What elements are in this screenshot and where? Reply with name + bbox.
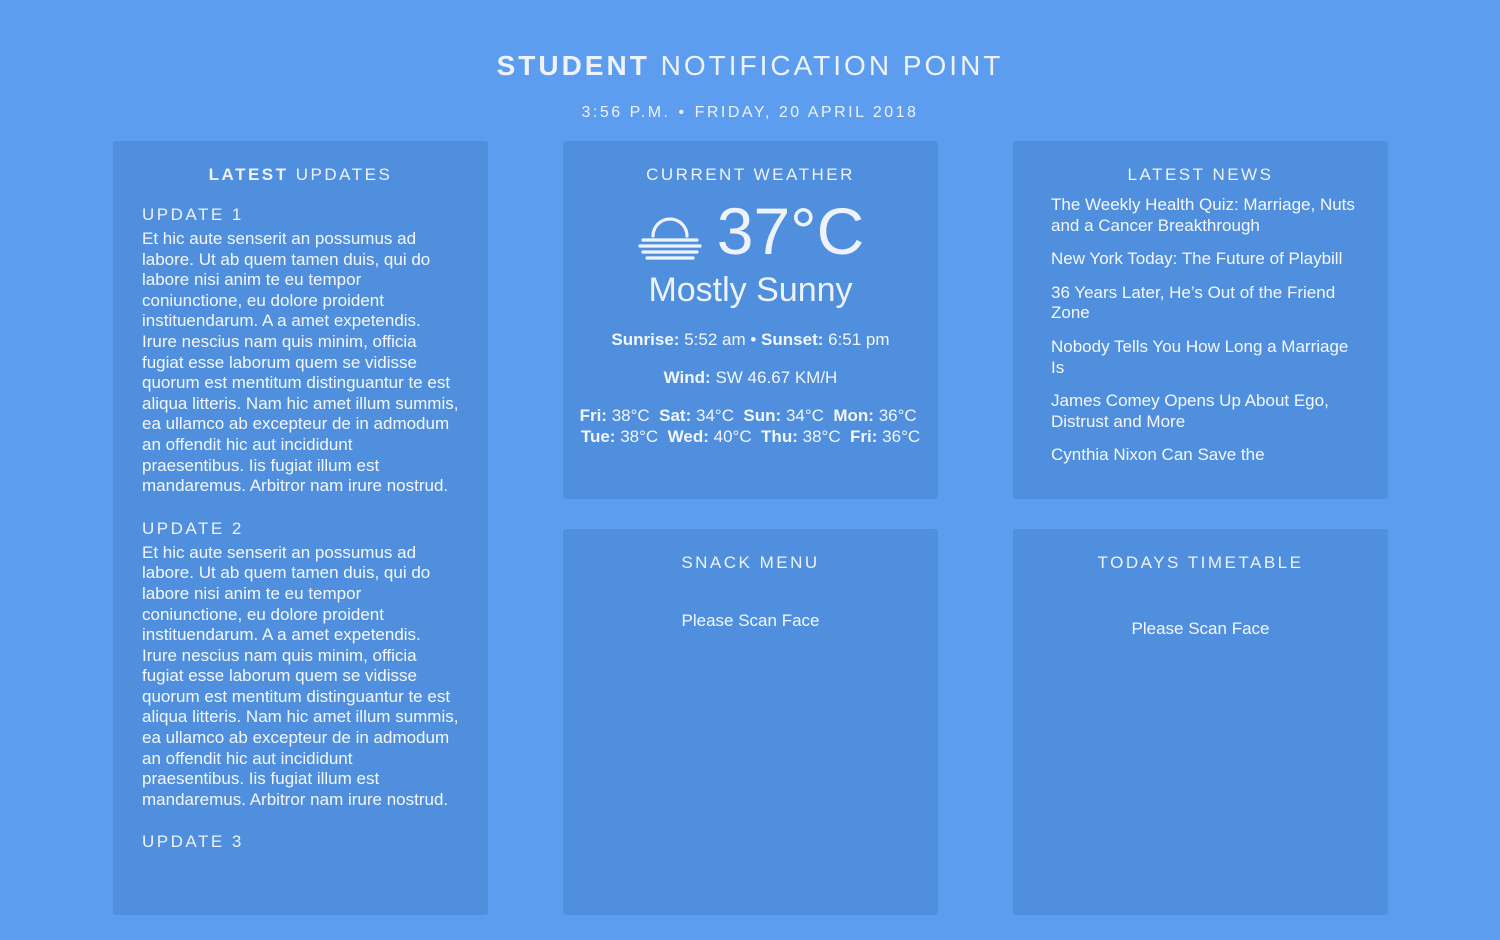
updates-title-bold: LATEST [208, 165, 289, 184]
weather-condition: Mostly Sunny [648, 271, 853, 309]
forecast-day: Wed: [667, 426, 709, 446]
forecast-temp: 34°C [695, 406, 734, 425]
forecast-temp: 38°C [802, 426, 841, 446]
timetable-scan-message: Please Scan Face [1131, 619, 1270, 638]
forecast-temp: 38°C [620, 426, 659, 446]
news-item[interactable]: Nobody Tells You How Long a Marriage Is [1051, 336, 1349, 377]
sun-separator: • [750, 330, 757, 349]
sunset-value: 6:51 pm [828, 330, 890, 349]
timetable-panel [1013, 529, 1388, 915]
sunrise-label: Sunrise: [611, 330, 680, 349]
current-date: FRIDAY, 20 APRIL 2018 [694, 104, 919, 121]
news-item[interactable]: Cynthia Nixon Can Save the [1051, 445, 1265, 465]
updates-list[interactable] [113, 185, 488, 852]
forecast-day: Sat: [659, 406, 692, 425]
forecast-temp: 40°C [713, 426, 752, 446]
datetime-separator: • [678, 104, 687, 121]
wind-label: Wind: [663, 368, 711, 387]
update-heading: UPDATE 1 [142, 205, 244, 224]
news-list[interactable] [1013, 185, 1388, 466]
forecast-temp: 36°C [878, 406, 917, 425]
timetable-title: TODAYS TIMETABLE [1097, 553, 1304, 572]
sunrise-value: 5:52 am [684, 330, 746, 349]
page-title-bold: STUDENT [496, 50, 650, 81]
forecast-temp: 36°C [882, 426, 921, 446]
weather-panel [563, 141, 938, 499]
update-item [142, 832, 459, 852]
page-title-rest: NOTIFICATION POINT [660, 50, 1004, 81]
forecast-day: Fri: [850, 426, 878, 446]
forecast-day: Mon: [833, 406, 874, 425]
update-item [142, 519, 459, 811]
forecast-day: Thu: [761, 426, 798, 446]
snack-scan-message: Please Scan Face [681, 611, 820, 630]
weather-main [563, 193, 938, 269]
snack-menu-title: SNACK MENU [681, 553, 820, 572]
fog-sun-icon [637, 210, 703, 260]
updates-title [113, 165, 488, 185]
forecast-day: Sun: [743, 406, 782, 425]
forecast-temp: 38°C [611, 406, 650, 425]
snack-menu-panel [563, 529, 938, 915]
forecast-day: Fri: [579, 406, 607, 425]
update-heading: UPDATE 3 [142, 832, 244, 852]
news-title: LATEST NEWS [1127, 165, 1274, 184]
page-title [0, 50, 1500, 82]
updates-title-rest: UPDATES [295, 165, 393, 184]
news-item[interactable]: New York Today: The Future of Playbill [1051, 249, 1343, 269]
news-item[interactable]: 36 Years Later, He’s Out of the Friend Zone [1051, 282, 1336, 323]
update-heading: UPDATE 2 [142, 518, 244, 538]
forecast-day: Tue: [580, 426, 616, 446]
sun-times [563, 330, 938, 350]
wind-value: SW 46.67 KM/H [715, 368, 838, 387]
sunset-label: Sunset: [761, 330, 824, 349]
wind [563, 368, 938, 388]
news-panel [1013, 141, 1388, 499]
forecast-temp: 34°C [785, 406, 824, 425]
update-item [142, 205, 459, 497]
update-body: Et hic aute senserit an possumus ad labore. Ut ab quem tamen duis, qui do labore nisi anim te eu tempor coniunctione, eu dolore proident instituendarum. A a amet expetendis. Irure nescius nam quis minim, officia fugiat esse laborum quem se vidisse quorum est mentitum distinguantur te est aliqua litteris. Nam hic amet illum summis, ea ullamco ab excepteur de in admodum an offendit hic aut incididunt praesentibus. Iis fugiat illum est mandaremus. Arbitror nam irure nostrud. [142, 542, 459, 809]
current-time: 3:56 P.M. [581, 104, 671, 121]
temperature: 37°C [716, 194, 865, 268]
update-body: Et hic aute senserit an possumus ad labore. Ut ab quem tamen duis, qui do labore nisi anim te eu tempor coniunctione, eu dolore proident instituendarum. A a amet expetendis. Irure nescius nam quis minim, officia fugiat esse laborum quem se vidisse quorum est mentitum distinguantur te est aliqua litteris. Nam hic amet illum summis, ea ullamco ab excepteur de in admodum an offendit hic aut incididunt praesentibus. Iis fugiat illum est mandaremus. Arbitror nam irure nostrud. [142, 229, 459, 496]
weather-title: CURRENT WEATHER [646, 165, 855, 184]
datetime-line [0, 104, 1500, 122]
news-item[interactable]: The Weekly Health Quiz: Marriage, Nuts and a Cancer Breakthrough [1051, 195, 1355, 235]
forecast [569, 406, 932, 447]
updates-panel [113, 141, 488, 915]
news-item[interactable]: James Comey Opens Up About Ego, Distrust and More [1051, 391, 1329, 431]
